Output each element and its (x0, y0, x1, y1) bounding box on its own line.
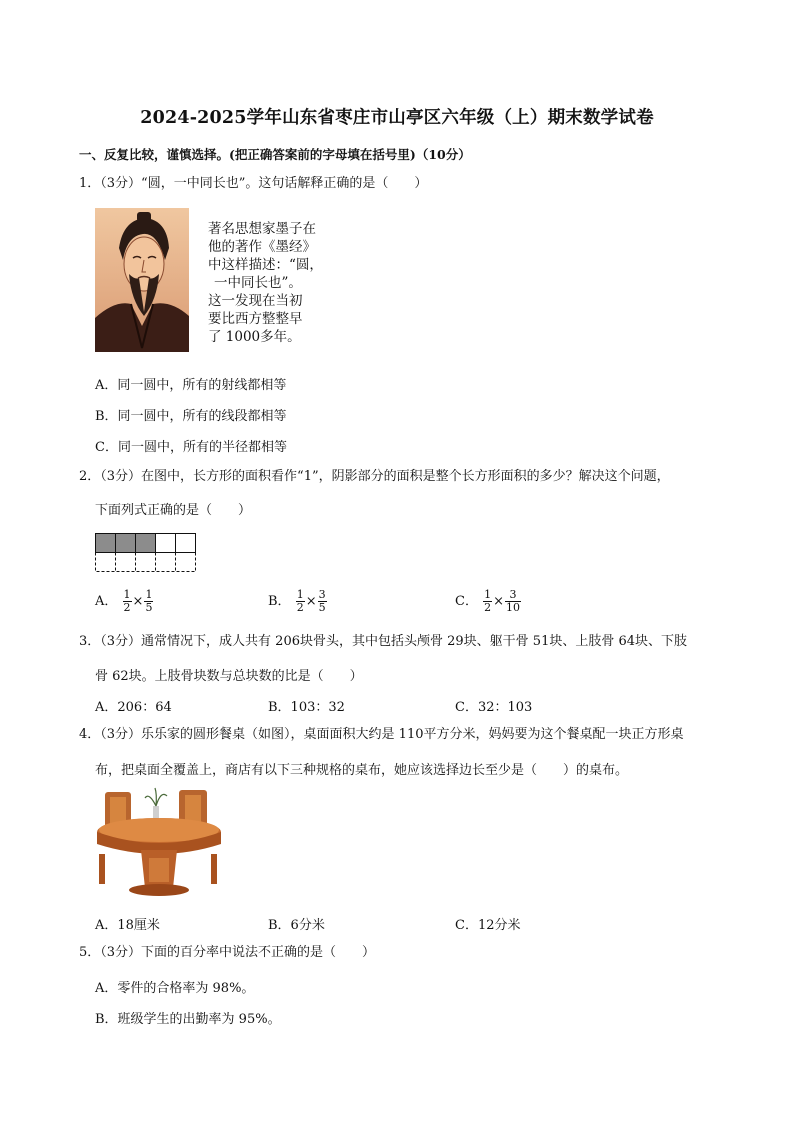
numerator: 1 (123, 588, 131, 601)
q5-option-a[interactable]: A．零件的合格率为 98%。 (95, 981, 255, 996)
question-2-stem-line2: 下面列式正确的是（ ） (95, 503, 252, 518)
shaded-rectangle-diagram (95, 533, 196, 573)
q4-option-a[interactable]: A．18厘米 (95, 918, 160, 933)
denominator: 10 (506, 601, 520, 614)
q3-option-a[interactable]: A．206：64 (95, 700, 172, 715)
section-heading-choice: 一、反复比较，谨慎选择。(把正确答案前的字母填在括号里)（10分） (79, 147, 471, 162)
q2-option-a[interactable] (95, 589, 154, 614)
fraction (123, 589, 132, 614)
q4-option-c[interactable]: C．12分米 (455, 918, 521, 933)
quote-line: 著名思想家墨子在 (208, 221, 316, 237)
question-1-stem: 1．（3分）“圆，一中同长也”。这句话解释正确的是（ ） (79, 176, 428, 191)
q5-option-b[interactable]: B．班级学生的出勤率为 95%。 (95, 1012, 281, 1027)
mozi-portrait-image (95, 208, 189, 352)
question-3-stem-line1: 3．（3分）通常情况下，成人共有 206块骨头，其中包括头颅骨 29块、躯干骨 51块、上肢骨 64块、下肢 (79, 634, 688, 649)
numerator: 1 (296, 588, 304, 601)
option-letter: A． (95, 594, 118, 609)
times-sign: × (132, 594, 144, 609)
round-dining-table-image (95, 784, 223, 900)
numerator: 3 (318, 588, 326, 601)
quote-line: 要比西方整整早 (208, 311, 303, 327)
q2-option-c[interactable] (455, 589, 522, 614)
fraction (318, 589, 327, 614)
q2-option-b[interactable] (268, 589, 328, 614)
quote-line: 他的著作《墨经》 (208, 239, 316, 255)
question-3-stem-line2: 骨 62块。上肢骨块数与总块数的比是（ ） (95, 669, 363, 684)
quote-line: 一中同长也”。 (214, 275, 302, 291)
q3-option-c[interactable]: C．32：103 (455, 700, 533, 715)
quote-line: 中这样描述：“圆， (208, 257, 323, 273)
denominator: 2 (123, 601, 131, 614)
q1-option-b[interactable]: B．同一圆中，所有的线段都相等 (95, 409, 287, 424)
denominator: 2 (484, 601, 492, 614)
mozi-quote-text (208, 220, 323, 346)
denominator: 5 (145, 601, 153, 614)
fraction (296, 589, 305, 614)
fraction (483, 589, 492, 614)
option-letter: B． (268, 594, 291, 609)
quote-line: 这一发现在当初 (208, 293, 303, 309)
q4-option-b[interactable]: B．6分米 (268, 918, 325, 933)
numerator: 3 (505, 589, 521, 602)
q1-option-c[interactable]: C．同一圆中，所有的半径都相等 (95, 440, 287, 455)
question-5-stem: 5．（3分）下面的百分率中说法不正确的是（ ） (79, 945, 376, 960)
question-4-stem-line2: 布，把桌面全覆盖上，商店有以下三种规格的桌布，她应该选择边长至少是（ ）的桌布。 (95, 763, 629, 778)
option-letter: C． (455, 594, 478, 609)
fraction (144, 589, 153, 614)
question-2-stem-line1: 2．（3分）在图中，长方形的面积看作“1”，阴影部分的面积是整个长方形面积的多少？解决这个问题， (79, 469, 670, 484)
q1-option-a[interactable]: A．同一圆中，所有的射线都相等 (95, 378, 287, 393)
denominator: 5 (318, 601, 326, 614)
fraction (505, 589, 521, 614)
exam-title: 2024-2025学年山东省枣庄市山亭区六年级（上）期末数学试卷 (140, 108, 654, 128)
numerator: 1 (484, 588, 492, 601)
question-4-stem-line1: 4．（3分）乐乐家的圆形餐桌（如图），桌面面积大约是 110平方分米，妈妈要为这个餐桌配一块正方形桌 (79, 727, 684, 742)
q3-option-b[interactable]: B．103：32 (268, 700, 345, 715)
numerator: 1 (145, 588, 153, 601)
denominator: 2 (296, 601, 304, 614)
times-sign: × (493, 594, 504, 609)
times-sign: × (305, 594, 317, 609)
quote-line: 了 1000多年。 (208, 329, 301, 345)
